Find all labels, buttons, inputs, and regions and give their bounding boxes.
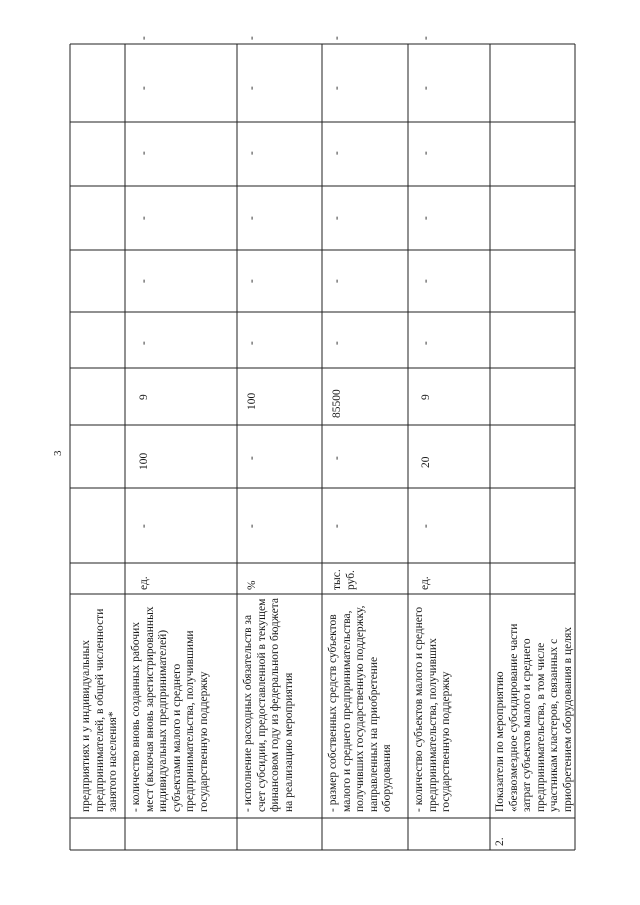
cell-value: 100 bbox=[138, 452, 150, 470]
cell-value: 85500 bbox=[331, 389, 343, 418]
cell-value: - bbox=[246, 279, 258, 283]
cell-value: - bbox=[420, 341, 432, 345]
cell-value: - bbox=[246, 86, 258, 90]
cell-value: - bbox=[138, 279, 150, 283]
cell-value: - bbox=[420, 524, 432, 528]
cell-value: - bbox=[331, 456, 343, 460]
cell-value: - bbox=[138, 341, 150, 345]
row-text: - исполнение расходных обязательств за счет субсидии, предоставленной в текущем финансовом году из федерального бюджета на реализацию мероприятия bbox=[242, 598, 295, 812]
cell-value: - bbox=[420, 86, 432, 90]
cell-value: - bbox=[138, 86, 150, 90]
cell-value: - bbox=[420, 279, 432, 283]
cell-value: - bbox=[331, 341, 343, 345]
cell-value: - bbox=[246, 151, 258, 155]
page-number: 3 bbox=[52, 450, 64, 456]
row-unit: ед. bbox=[419, 576, 431, 590]
cell-value: - bbox=[331, 524, 343, 528]
row-unit: ед. bbox=[138, 576, 150, 590]
cell-value: - bbox=[246, 341, 258, 345]
cell-value: - bbox=[246, 524, 258, 528]
cell-value: 100 bbox=[246, 392, 258, 410]
cell-value: 9 bbox=[420, 394, 432, 400]
cell-value: - bbox=[420, 36, 432, 40]
cell-value: - bbox=[246, 216, 258, 220]
cell-value: - bbox=[138, 216, 150, 220]
cell-value: - bbox=[138, 524, 150, 528]
row-number: 2. bbox=[494, 837, 506, 846]
row-text: - размер собственных средств субъектов малого и среднего предпринимательства, получивших государственную поддержку, направленных на приобретение оборудования bbox=[327, 605, 393, 812]
row-text: предприятиях и у индивидуальных предпринимателей, в общей численности занятого населения* bbox=[80, 608, 119, 812]
cell-value: - bbox=[246, 36, 258, 40]
row-text: - количество вновь созданных рабочих мест (включая вновь зарегистрированных индивидуальных предпринимателей) субъектами малого и среднего предпринимательства, получившими государственную поддержку bbox=[130, 606, 210, 812]
cell-value: - bbox=[331, 86, 343, 90]
cell-value: - bbox=[138, 151, 150, 155]
cell-value: - bbox=[138, 36, 150, 40]
cell-value: - bbox=[420, 216, 432, 220]
cell-value: - bbox=[331, 36, 343, 40]
cell-value: - bbox=[331, 151, 343, 155]
row-text: - количество субъектов малого и среднего предпринимательства, получивших государственную поддержку bbox=[413, 606, 452, 812]
cell-value: 20 bbox=[420, 456, 432, 468]
cell-value: - bbox=[331, 216, 343, 220]
row-unit: % bbox=[246, 580, 258, 590]
row-text: Показатели по мероприятию «безвозмездное субсидирование части затрат субъектов малого и среднего предпринимательства, в том числе участникам кластеров, связанных с приобретением оборудования в целях bbox=[494, 623, 574, 812]
cell-value: - bbox=[331, 279, 343, 283]
cell-value: - bbox=[246, 456, 258, 460]
row-unit: тыс. руб. bbox=[331, 569, 357, 590]
cell-value: - bbox=[420, 151, 432, 155]
cell-value: 9 bbox=[138, 394, 150, 400]
